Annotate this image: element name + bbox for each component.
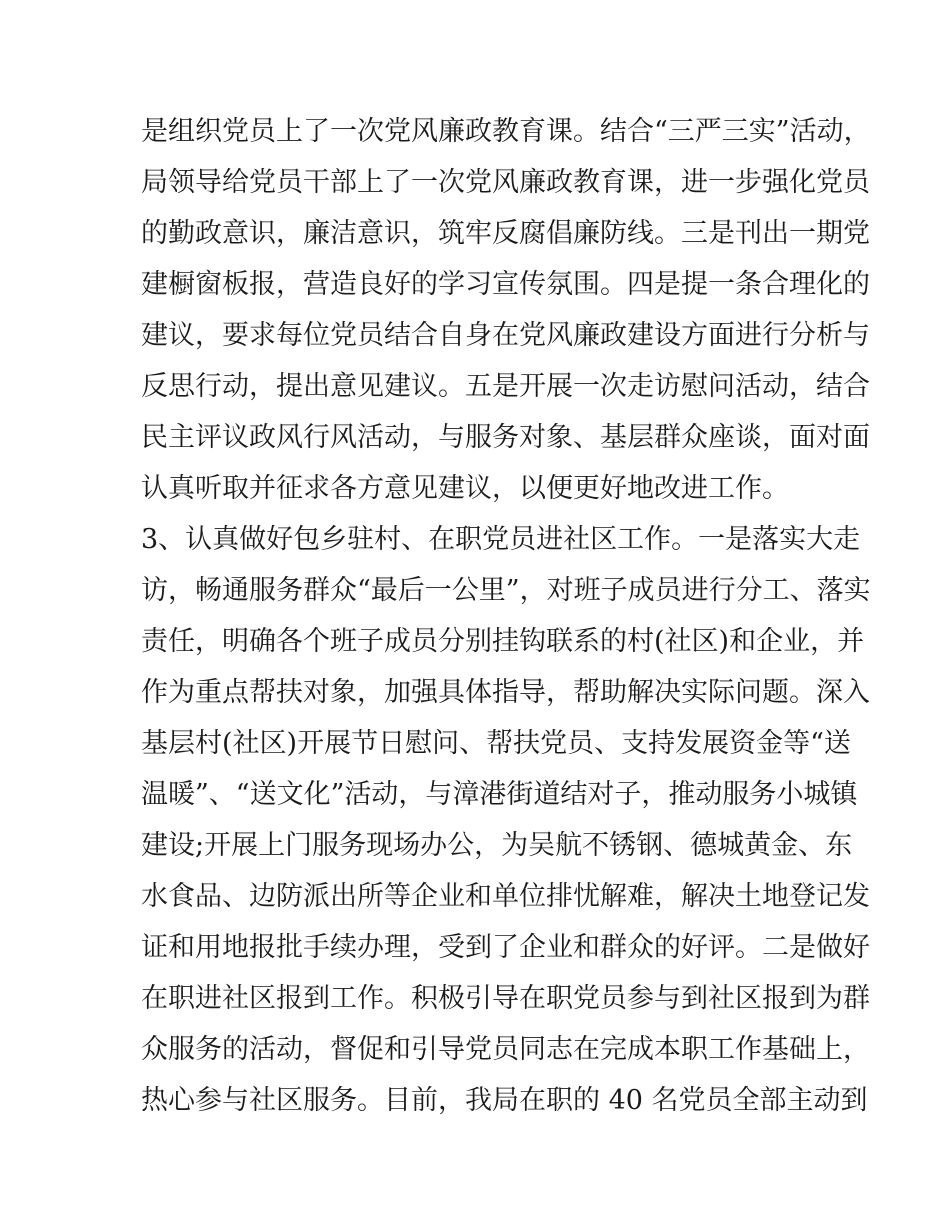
text-line: 局领导给党员干部上了一次党风廉政教育课，进一步强化党员 xyxy=(141,167,870,198)
text-line: 建设;开展上门服务现场办公，为吴航不锈钢、德城黄金、东 xyxy=(141,830,853,861)
text-line: 建橱窗板报，营造良好的学习宣传氛围。四是提一条合理化的 xyxy=(141,269,870,300)
text-line: 证和用地报批手续办理，受到了企业和群众的好评。二是做好 xyxy=(141,932,870,963)
text-line: 作为重点帮扶对象，加强具体指导，帮助解决实际问题。深入 xyxy=(141,677,870,708)
text-line: 责任，明确各个班子成员分别挂钩联系的村(社区)和企业，并 xyxy=(141,626,865,657)
text-line: 3、认真做好包乡驻村、在职党员进社区工作。一是落实大走 xyxy=(141,524,861,555)
text-line: 基层村(社区)开展节日慰问、帮扶党员、支持发展资金等“送 xyxy=(141,728,851,759)
body-text xyxy=(141,106,871,1126)
text-line: 众服务的活动，督促和引导党员同志在完成本职工作基础上， xyxy=(141,1034,870,1065)
text-line: 热心参与社区服务。目前，我局在职的 40 名党员全部主动到 xyxy=(141,1085,868,1116)
text-line: 访，畅通服务群众“最后一公里”，对班子成员进行分工、落实 xyxy=(141,575,871,606)
text-line: 是组织党员上了一次党风廉政教育课。结合“三严三实”活动， xyxy=(141,116,871,147)
text-line: 认真听取并征求各方意见建议，以便更好地改进工作。 xyxy=(141,473,789,504)
text-line: 民主评议政风行风活动，与服务对象、基层群众座谈，面对面 xyxy=(141,422,870,453)
text-line: 反思行动，提出意见建议。五是开展一次走访慰问活动，结合 xyxy=(141,371,870,402)
text-line: 水食品、边防派出所等企业和单位排忧解难，解决土地登记发 xyxy=(141,881,870,912)
text-line: 温暖”、“送文化”活动，与漳港街道结对子，推动服务小城镇 xyxy=(141,779,858,810)
text-line: 在职进社区报到工作。积极引导在职党员参与到社区报到为群 xyxy=(141,983,870,1014)
text-line: 建议，要求每位党员结合自身在党风廉政建设方面进行分析与 xyxy=(141,320,870,351)
text-line: 的勤政意识，廉洁意识，筑牢反腐倡廉防线。三是刊出一期党 xyxy=(141,218,870,249)
